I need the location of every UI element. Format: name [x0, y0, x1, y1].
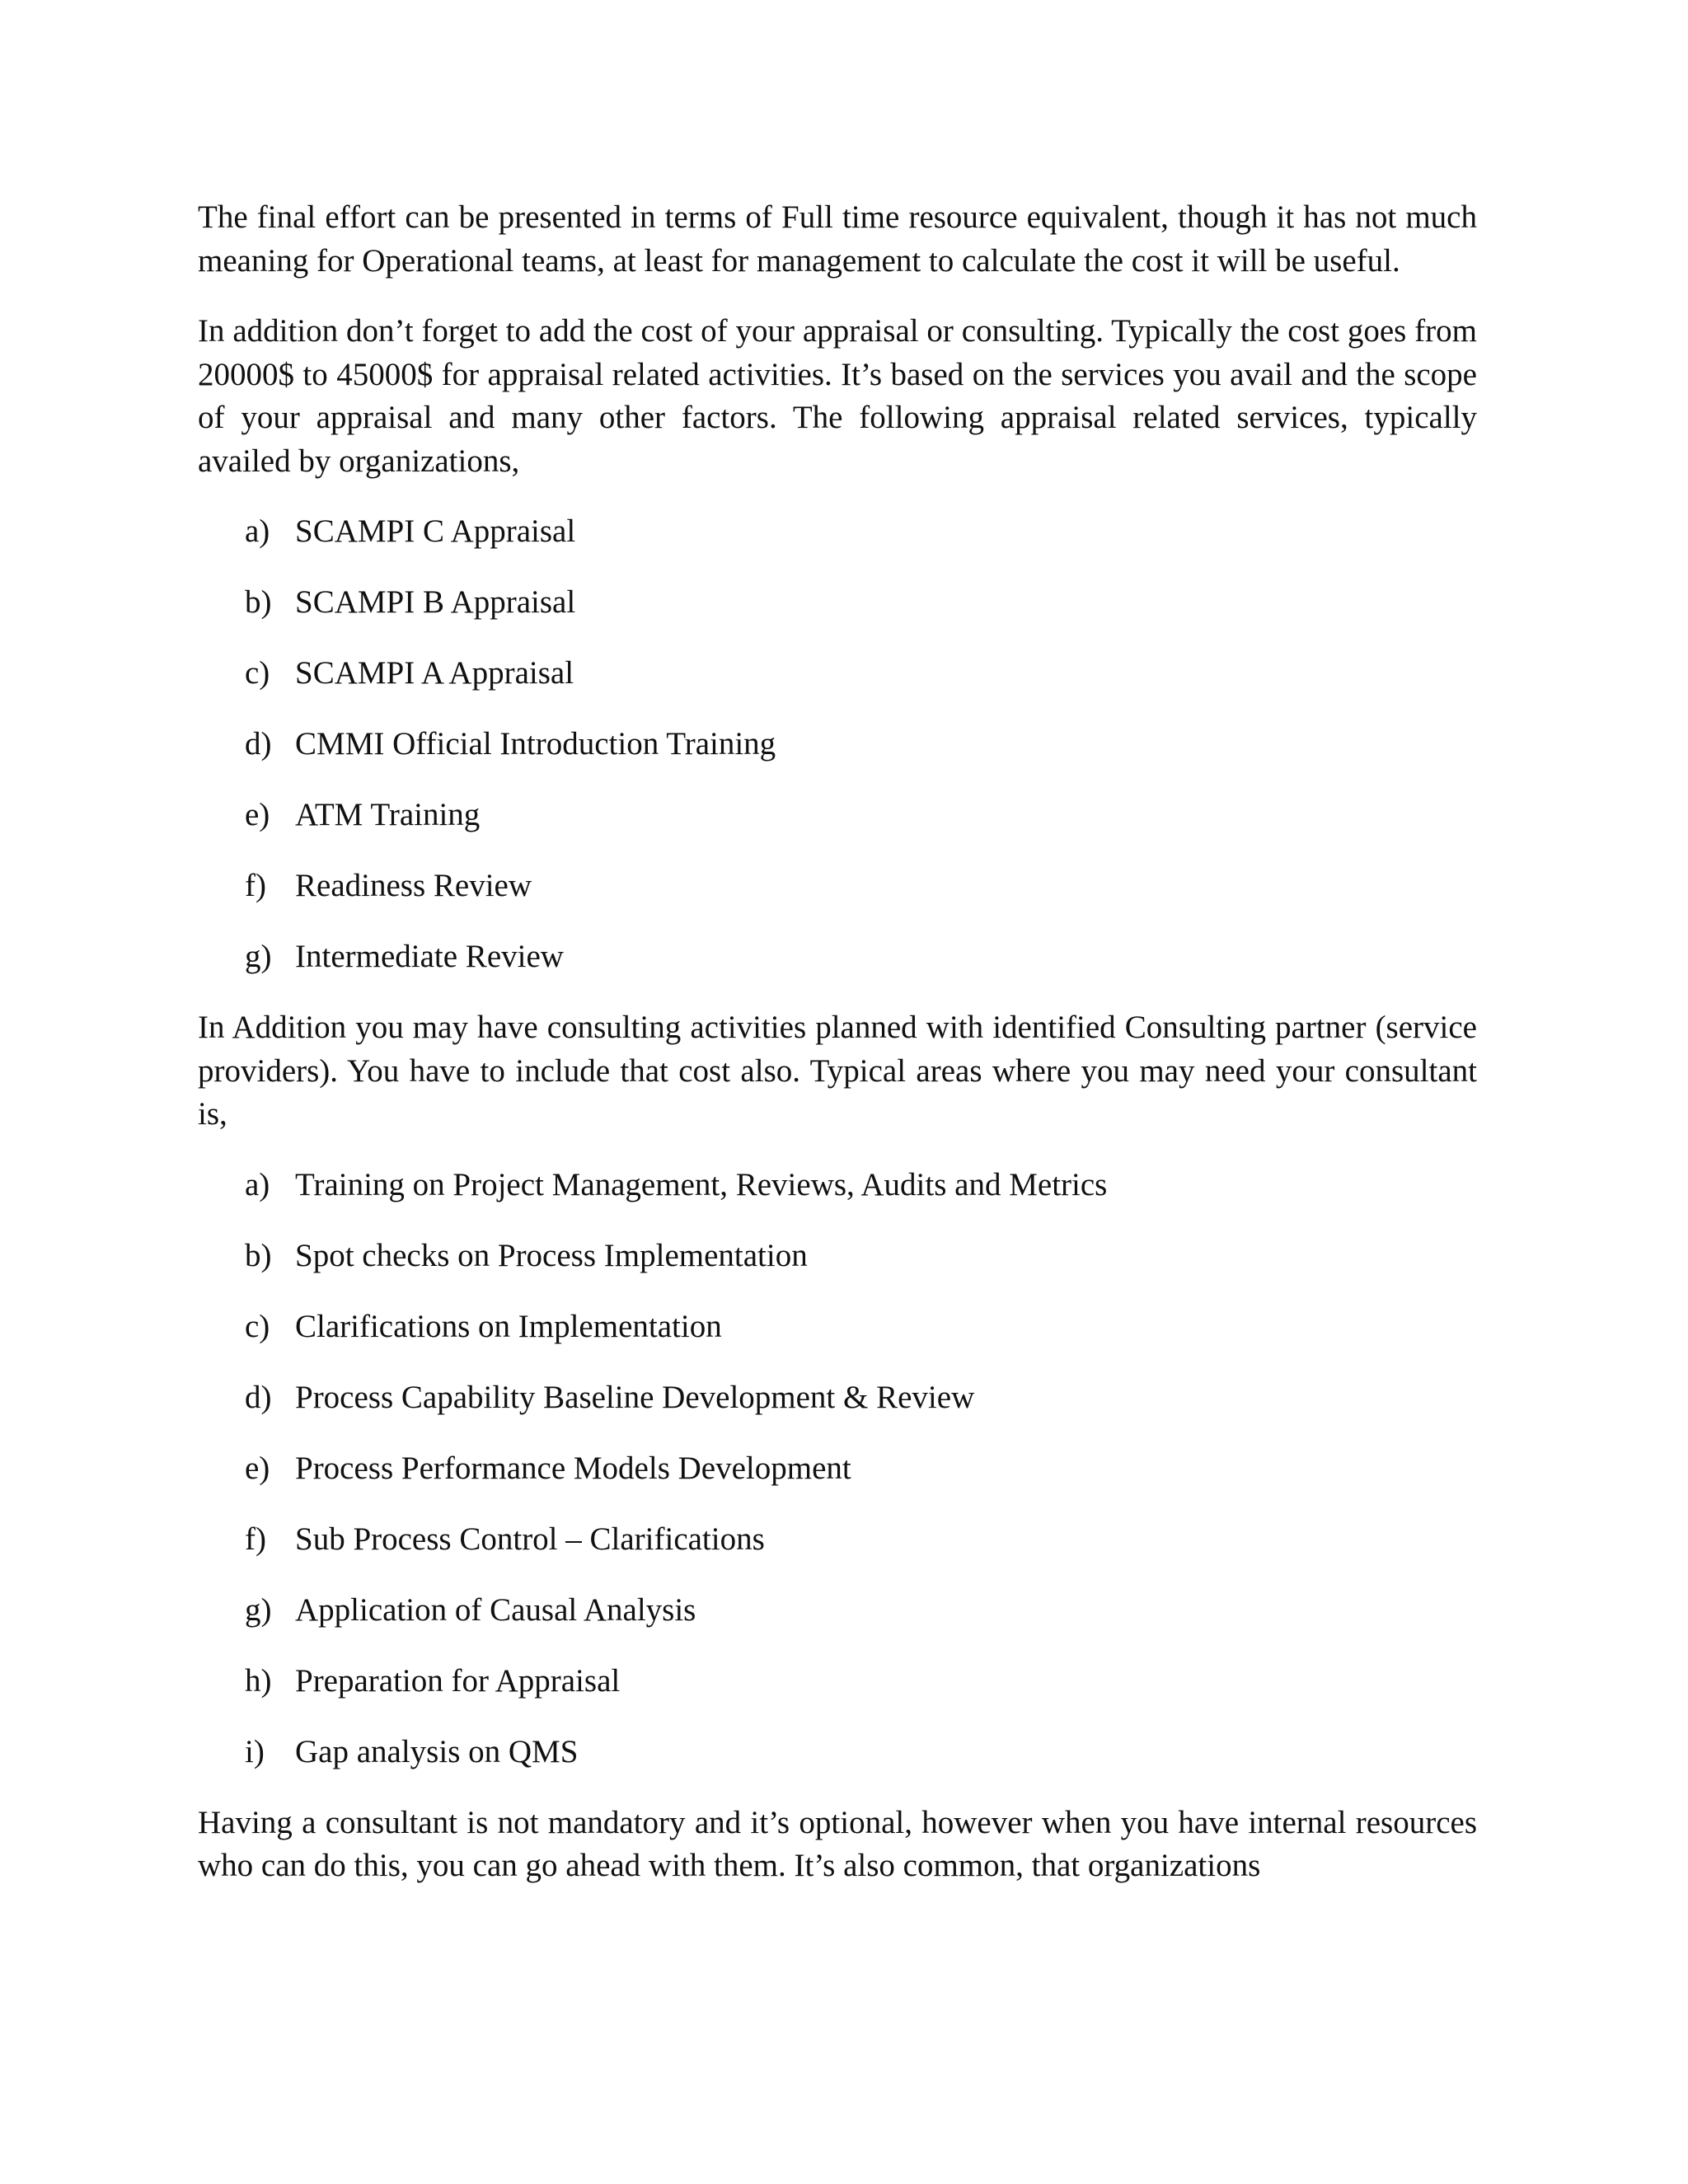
list-item — [198, 723, 1477, 794]
list-marker: f) — [245, 868, 266, 903]
list-item-text: Process Performance Models Development — [295, 1450, 851, 1486]
list-item-text: CMMI Official Introduction Training — [295, 726, 776, 762]
appraisal-services-list — [198, 510, 1477, 1006]
list-marker: d) — [245, 1379, 272, 1415]
list-marker: a) — [245, 513, 270, 549]
list-item — [198, 794, 1477, 865]
list-marker: a) — [245, 1166, 270, 1202]
list-item-text: Readiness Review — [295, 868, 532, 903]
list-item — [198, 1518, 1477, 1589]
list-marker: b) — [245, 1237, 272, 1273]
list-marker: e) — [245, 1450, 270, 1486]
list-marker: g) — [245, 1591, 272, 1628]
paragraph-consultant-optional: Having a consultant is not mandatory and it’s optional, however when you have internal resources who can do this, you can go ahead with them. It’s also common, that organizations — [198, 1804, 1477, 1883]
list-item-text: Sub Process Control – Clarifications — [295, 1521, 765, 1557]
list-item-text: Application of Causal Analysis — [295, 1591, 696, 1628]
list-item — [198, 581, 1477, 652]
list-marker: b) — [245, 584, 272, 620]
list-item-text: Spot checks on Process Implementation — [295, 1237, 808, 1273]
list-item — [198, 1589, 1477, 1660]
list-marker: h) — [245, 1662, 272, 1699]
list-item-text: Training on Project Management, Reviews, Audits and Metrics — [295, 1166, 1108, 1202]
list-marker: e) — [245, 797, 270, 832]
list-item-text: SCAMPI A Appraisal — [295, 655, 574, 691]
list-marker: c) — [245, 655, 270, 691]
list-item — [198, 935, 1477, 1006]
document-page — [198, 196, 1477, 1888]
list-item-text: SCAMPI C Appraisal — [295, 513, 576, 549]
list-item — [198, 1376, 1477, 1447]
list-item-text: Process Capability Baseline Development & Review — [295, 1379, 975, 1415]
list-item-text: ATM Training — [295, 797, 481, 832]
list-item — [198, 865, 1477, 935]
list-item — [198, 1164, 1477, 1235]
list-item-text: SCAMPI B Appraisal — [295, 584, 576, 620]
consultant-areas-list — [198, 1164, 1477, 1802]
list-item-text: Gap analysis on QMS — [295, 1733, 579, 1769]
list-item-text: Clarifications on Implementation — [295, 1308, 722, 1344]
list-item — [198, 652, 1477, 723]
paragraph-fte-effort: The final effort can be presented in terms of Full time resource equivalent, though it has not much meaning for Operational teams, at least for management to calculate the cost it will be useful. — [198, 199, 1477, 279]
list-item — [198, 510, 1477, 581]
list-marker: c) — [245, 1308, 270, 1344]
list-marker: i) — [245, 1733, 265, 1769]
list-marker: d) — [245, 726, 272, 762]
list-item — [198, 1660, 1477, 1731]
list-item — [198, 1235, 1477, 1305]
list-item-text: Intermediate Review — [295, 939, 564, 974]
paragraph-appraisal-cost: In addition don’t forget to add the cost of your appraisal or consulting. Typically the cost goes from 20000$ to 45000$ for appraisal related activities. It’s based on the services you avail and the scope of your appraisal and many other factors. The following appraisal related services, typically availed by organizations, — [198, 313, 1477, 479]
list-marker: f) — [245, 1521, 266, 1557]
paragraph-consulting-activities: In Addition you may have consulting activities planned with identified Consulting partner (service providers). You have to include that cost also. Typical areas where you may need your consultant is, — [198, 1010, 1477, 1132]
list-item-text: Preparation for Appraisal — [295, 1662, 621, 1699]
list-item — [198, 1305, 1477, 1376]
list-item — [198, 1731, 1477, 1802]
list-item — [198, 1447, 1477, 1518]
list-marker: g) — [245, 939, 272, 974]
